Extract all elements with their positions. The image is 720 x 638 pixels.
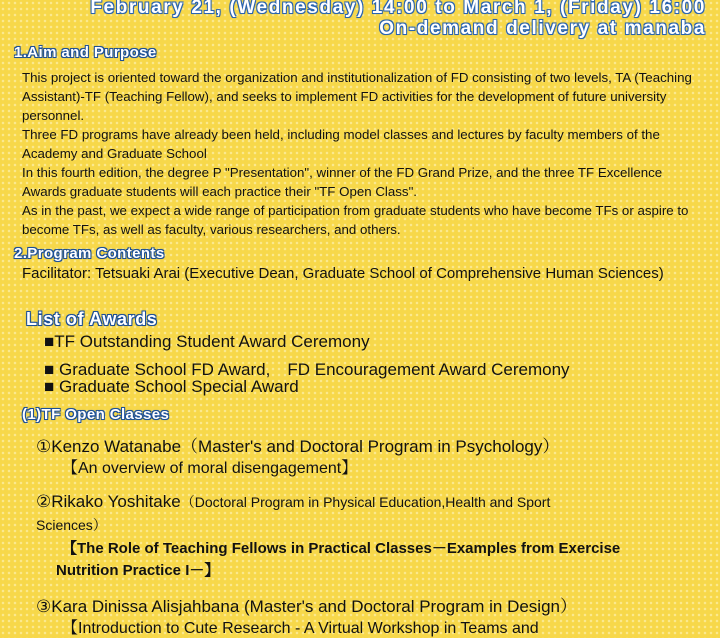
open-class-1-title: 【An overview of moral disengagement】 [62,460,358,477]
facilitator-text: Facilitator: Tetsuaki Arai (Executive Dean, Graduate School of Comprehensive Human Sciences) [22,265,664,282]
aim-paragraph-1: This project is oriented toward the organization and institutionalization of FD consisting of two levels, TA (Teaching Assistant)-TF (Teaching Fellow), and seeks to implement FD activities for the development of future university personnel. [22,70,692,123]
tf-open-classes-heading: (1)TF Open Classes [22,406,170,423]
program-contents-heading: 2.Program Contents [14,245,165,262]
open-class-3-speaker [36,592,577,617]
open-class-2-title: 【The Role of Teaching Fellows in Practical Classes－Examples from Exercise [62,540,621,557]
list-of-awards-title: List of Awards [26,309,158,329]
speaker-name: ②Rikako Yoshitake [36,492,181,511]
open-class-1-speaker [36,432,559,457]
aim-paragraph-2: Three FD programs have already been held, including model classes and lectures by faculty members of the Academy and Graduate School [22,127,660,161]
speaker-name: ①Kenzo Watanabe [36,437,182,456]
speaker-program: （Master's and Doctoral Program in Psychology） [181,437,560,456]
open-class-2-program-cont: Sciences） [36,517,107,533]
award-item-special: ■ Graduate School Special Award [44,377,299,396]
speaker-program: （Doctoral Program in Physical Education,Health and Sport [180,494,551,510]
aim-paragraph-4: As in the past, we expect a wide range of participation from graduate students who have become TFs or aspire to become TFs, as well as faculty, various researchers, and others. [22,203,689,237]
aim-purpose-heading: 1.Aim and Purpose [14,44,157,61]
delivery-method-line: On-demand delivery at manaba [379,18,706,39]
open-class-2-speaker [36,492,550,512]
speaker-name: ③Kara Dinissa Alisjahbana [36,597,240,616]
event-date-line: February 21, (Wednesday) 14:00 to March 1, (Friday) 16:00 [90,0,706,18]
open-class-2-title-cont: Nutrition Practice I－】 [56,562,220,579]
award-item-tf-outstanding: ■TF Outstanding Student Award Ceremony [44,332,370,351]
speaker-program: (Master's and Doctoral Program in Design） [239,597,577,616]
open-class-3-title: 【Introduction to Cute Research - A Virtual Workshop in Teams and [62,620,539,637]
award-item-fd-award: ■ Graduate School FD Award, FD Encouragement Award Ceremony [44,360,570,379]
aim-paragraph-3: In this fourth edition, the degree P "Presentation", winner of the FD Grand Prize, and the three TF Excellence Awards graduate students will each practice their "TF Open Class". [22,165,663,199]
